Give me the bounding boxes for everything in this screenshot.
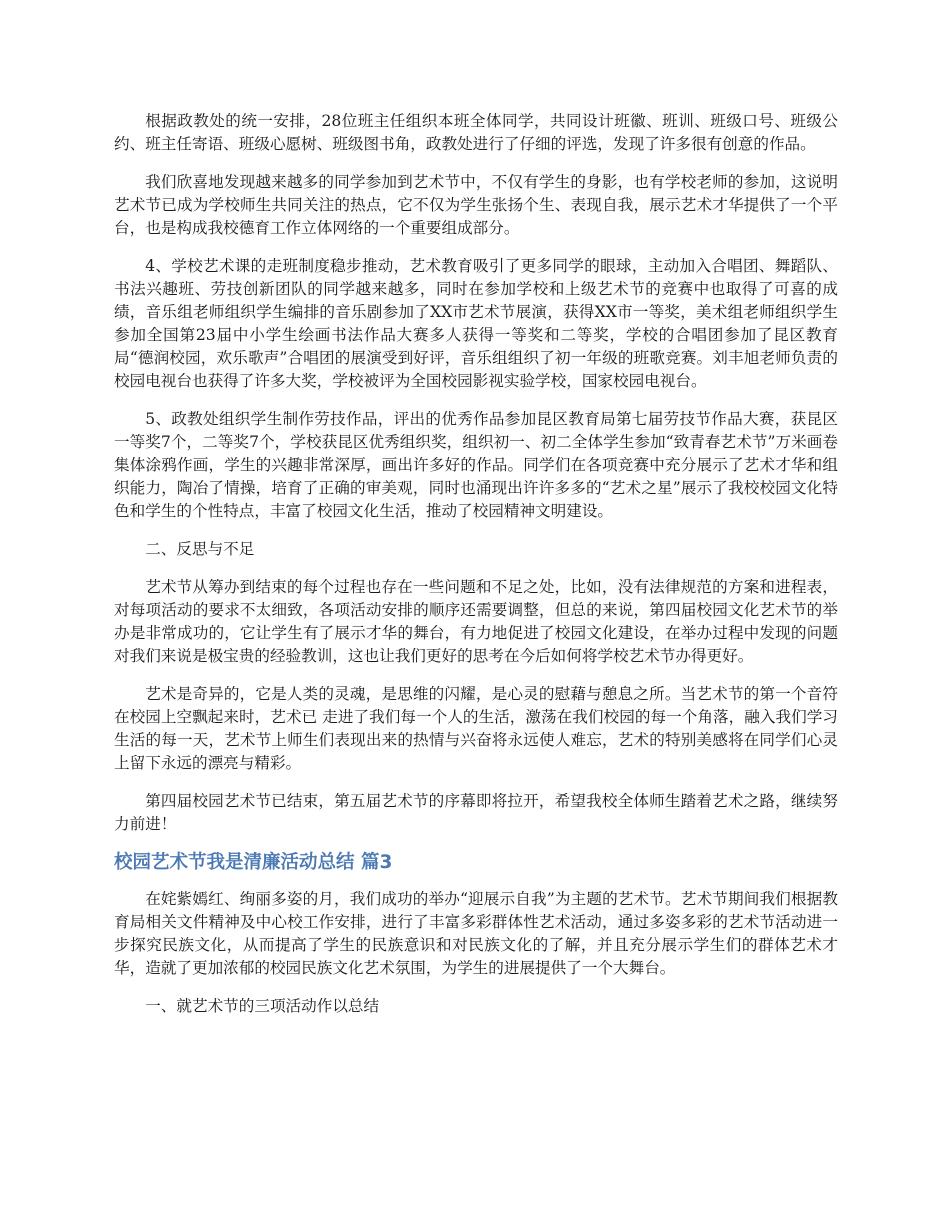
paragraph: 在姹紫嫣红、绚丽多姿的月，我们成功的举办“迎展示自我”为主题的艺术节。艺术节期间我们根据教育局相关文件精神及中心校工作安排，进行了丰富多彩群体性艺术活动，通过多姿多彩的艺术节活动进一步探究民族文化，从而提高了学生的民族意识和对民族文化的了解，并且充分展示学生们的群体艺术才华，造就了更加浓郁的校园民族文化艺术氛围，为学生的进展提供了一个大舞台。 bbox=[114, 890, 838, 977]
paragraph: 我们欣喜地发现越来越多的同学参加到艺术节中，不仅有学生的身影，也有学校老师的参加，这说明艺术节已成为学校师生共同关注的热点，它不仅为学生张扬个生、表现自我，展示艺术才华提供了一个平台，也是构成我校德育工作立体网络的一个重要组成部分。 bbox=[114, 173, 838, 237]
paragraph: 根据政教处的统一安排，28位班主任组织本班全体同学，共同设计班徽、班训、班级口号、班级公约、班主任寄语、班级心愿树、班级图书角，政教处进行了仔细的评选，发现了许多很有创意的作品。 bbox=[114, 112, 838, 153]
section-subheading: 二、反思与不足 bbox=[145, 540, 255, 558]
section-subheading: 一、就艺术节的三项活动作以总结 bbox=[145, 997, 380, 1015]
paragraph: 艺术是奇异的，它是人类的灵魂，是思维的闪耀，是心灵的慰藉与憩息之所。当艺术节的第一个音符在校园上空飘起来时，艺术已 走进了我们每一个人的生活，激荡在我们校园的每一个角落，融入我们学习生活的每一天，艺术节上师生们表现出来的热情与兴奋将永远使人难忘，艺术的特别美感将在同学们心灵上留下永远的漂亮与精彩。 bbox=[114, 685, 838, 772]
paragraph: 5、政教处组织学生制作劳技作品，评出的优秀作品参加昆区教育局第七届劳技节作品大赛，获昆区一等奖7个，二等奖7个，学校获昆区优秀组织奖，组织初一、初二全体学生参加“致青春艺术节”万米画卷集体涂鸦作画，学生的兴趣非常深厚，画出许多好的作品。同学们在各项竞赛中充分展示了艺术才华和组织能力，陶冶了情操，培育了正确的审美观，同时也涌现出许许多多的“艺术之星”展示了我校校园文化特色和学生的个性特点，丰富了校园文化生活，推动了校园精神文明建设。 bbox=[114, 410, 838, 520]
section-heading: 校园艺术节我是清廉活动总结 篇3 bbox=[114, 852, 393, 873]
paragraph: 4、学校艺术课的走班制度稳步推动，艺术教育吸引了更多同学的眼球，主动加入合唱团、舞蹈队、书法兴趣班、劳技创新团队的同学越来越多，同时在参加学校和上级艺术节的竞赛中也取得了可喜的成绩，音乐组老师组织学生编排的音乐剧参加了XX市艺术节展演，获得XX市一等奖，美术组老师组织学生参加全国第23届中小学生绘画书法作品大赛多人获得一等奖和二等奖，学校的合唱团参加了昆区教育局“德润校园，欢乐歌声”合唱团的展演受到好评，音乐组组织了初一年级的班歌竞赛。刘丰旭老师负责的校园电视台也获得了许多大奖，学校被评为全国校园影视实验学校，国家校园电视台。 bbox=[114, 257, 838, 390]
document-page bbox=[114, 110, 838, 1033]
paragraph: 艺术节从筹办到结束的每个过程也存在一些问题和不足之处，比如，没有法律规范的方案和进程表，对每项活动的要求不太细致，各项活动安排的顺序还需要调整，但总的来说，第四届校园文化艺术节的举办是非常成功的，它让学生有了展示才华的舞台，有力地促进了校园文化建设，在举办过程中发现的问题对我们来说是极宝贵的经验教训，这也让我们更好的思考在今后如何将学校艺术节办得更好。 bbox=[114, 578, 838, 665]
paragraph: 第四届校园艺术节已结束，第五届艺术节的序幕即将拉开，希望我校全体师生踏着艺术之路，继续努力前进！ bbox=[114, 792, 838, 833]
